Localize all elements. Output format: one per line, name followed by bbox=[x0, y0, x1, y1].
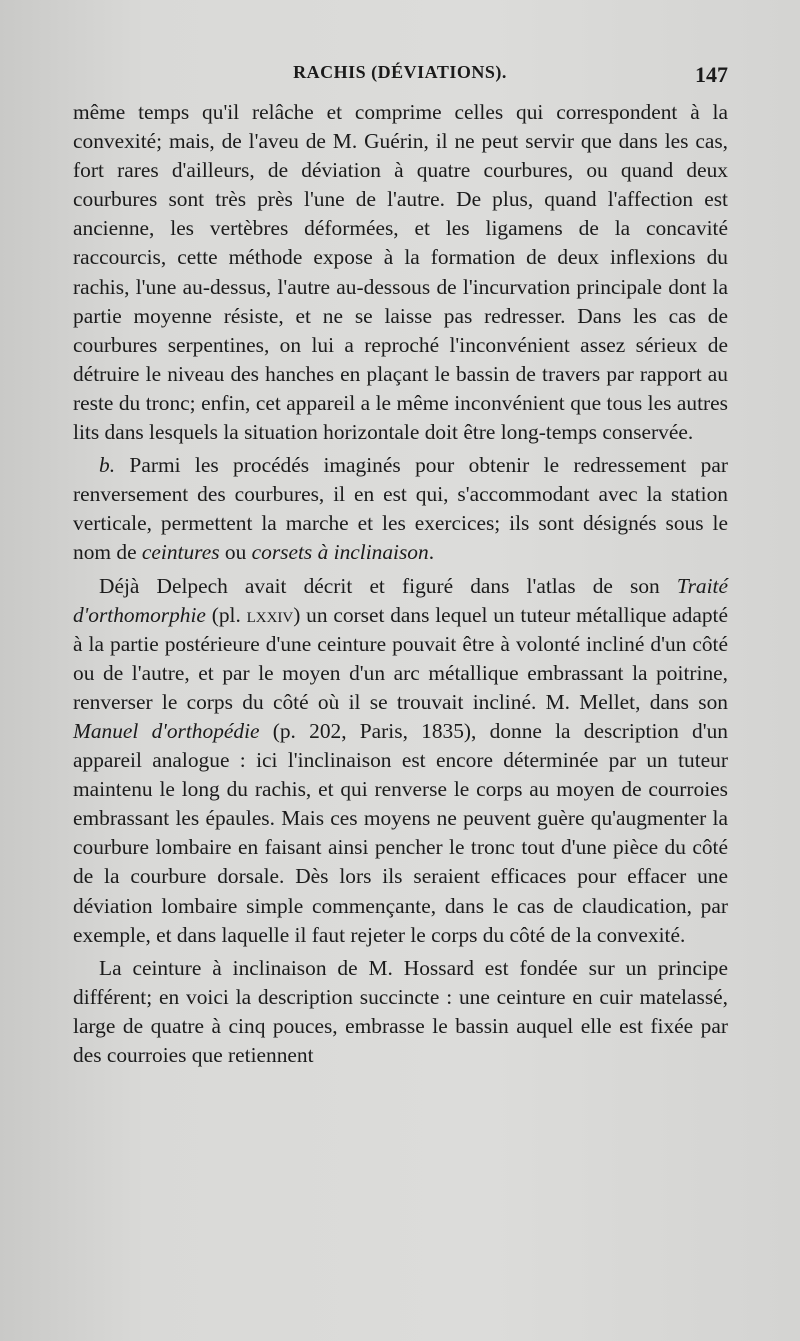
paragraph-3-text-3: ) un corset dans lequel un tuteur métallique adapté à la partie postérieure d'une ceinture pouvait être à volonté incliné d'un côté ou de l'autre, et par le moyen d'un arc métallique embrassant la poitrine, renverser le corps du côté où il se trouvait incliné. M. Mellet, dans son bbox=[73, 602, 728, 714]
paragraph-1-text: même temps qu'il relâche et comprime celles qui correspondent à la convexité; mais, de l'aveu de M. Guérin, il ne peut servir que dans les cas, fort rares d'ailleurs, de déviation à quatre courbures, ou quand deux courbures sont très près l'une de l'autre. De plus, quand l'affection est ancienne, les vertèbres déformées, et les ligamens de la concavité raccourcis, cette méthode expose à la formation de deux inflexions du rachis, l'une au-dessus, l'autre au-dessous de l'incurvation principale dont la partie moyenne résiste, et ne se laisse pas redresser. Dans les cas de courbures serpentines, on lui a reproché l'inconvénient assez sérieux de détruire le niveau des hanches en plaçant le bassin de travers par rapport au reste du tronc; enfin, cet appareil a le même inconvénient que tous les autres lits dans lesquels la situation horizontale doit être long-temps conservée. bbox=[73, 100, 728, 445]
paragraph-3-text-1: Déjà Delpech avait décrit et figuré dans l'atlas de son bbox=[99, 573, 677, 598]
paragraph-4-text: La ceinture à inclinaison de M. Hossard est fondée sur un principe différent; en voici la description succincte : une ceinture en cuir matelassé, large de quatre à cinq pouces, embrasse le bassin auquel elle est fixée par des courroies que retiennent bbox=[73, 955, 728, 1067]
body-text bbox=[73, 98, 728, 1070]
title-manuel-orthopedie: Manuel d'orthopédie bbox=[73, 718, 260, 743]
page-number: 147 bbox=[695, 62, 728, 87]
title-traite-orthomorphie: Traité d'orthomorphie bbox=[73, 573, 728, 627]
page-header bbox=[72, 62, 728, 92]
term-ceintures: ceintures bbox=[141, 540, 220, 565]
plate-number: lxxiv bbox=[246, 602, 294, 627]
paragraph-2-text-before: Parmi les procédés imaginés pour obtenir le redressement par renversement des courbures, il en est qui, s'accommodant avec la station verticale, permettent la marche et les exercices; ils sont désignés sous le nom de bbox=[73, 453, 728, 565]
paragraph-3-text-2: (pl. bbox=[205, 602, 247, 627]
paragraph-2 bbox=[73, 451, 728, 567]
paragraph-3 bbox=[73, 572, 728, 950]
paragraph-1 bbox=[73, 98, 728, 447]
term-corsets-inclinaison: corsets à inclinaison bbox=[251, 540, 429, 565]
running-head: RACHIS (DÉVIATIONS). bbox=[293, 62, 507, 82]
paragraph-2-text-mid: ou bbox=[219, 540, 252, 565]
list-marker: b. bbox=[99, 453, 116, 478]
paragraph-3-text-4: (p. 202, Paris, 1835), donne la description d'un appareil analogue : ici l'inclinaison est encore déterminée par un tuteur maintenu le long du rachis, et qui renverse le corps au moyen de courroies embrassant les épaules. Mais ces moyens ne peuvent guère qu'augmenter la courbure lombaire en faisant ainsi pencher le tronc tout d'une pièce du côté de la courbure dorsale. Dès lors ils seraient efficaces pour effacer une déviation lombaire simple commençante, dans le cas de claudication, par exemple, et dans laquelle il faut rejeter le corps du côté de la convexité. bbox=[73, 718, 728, 947]
paragraph-2-text-after: . bbox=[428, 540, 435, 565]
paragraph-4 bbox=[73, 954, 728, 1070]
